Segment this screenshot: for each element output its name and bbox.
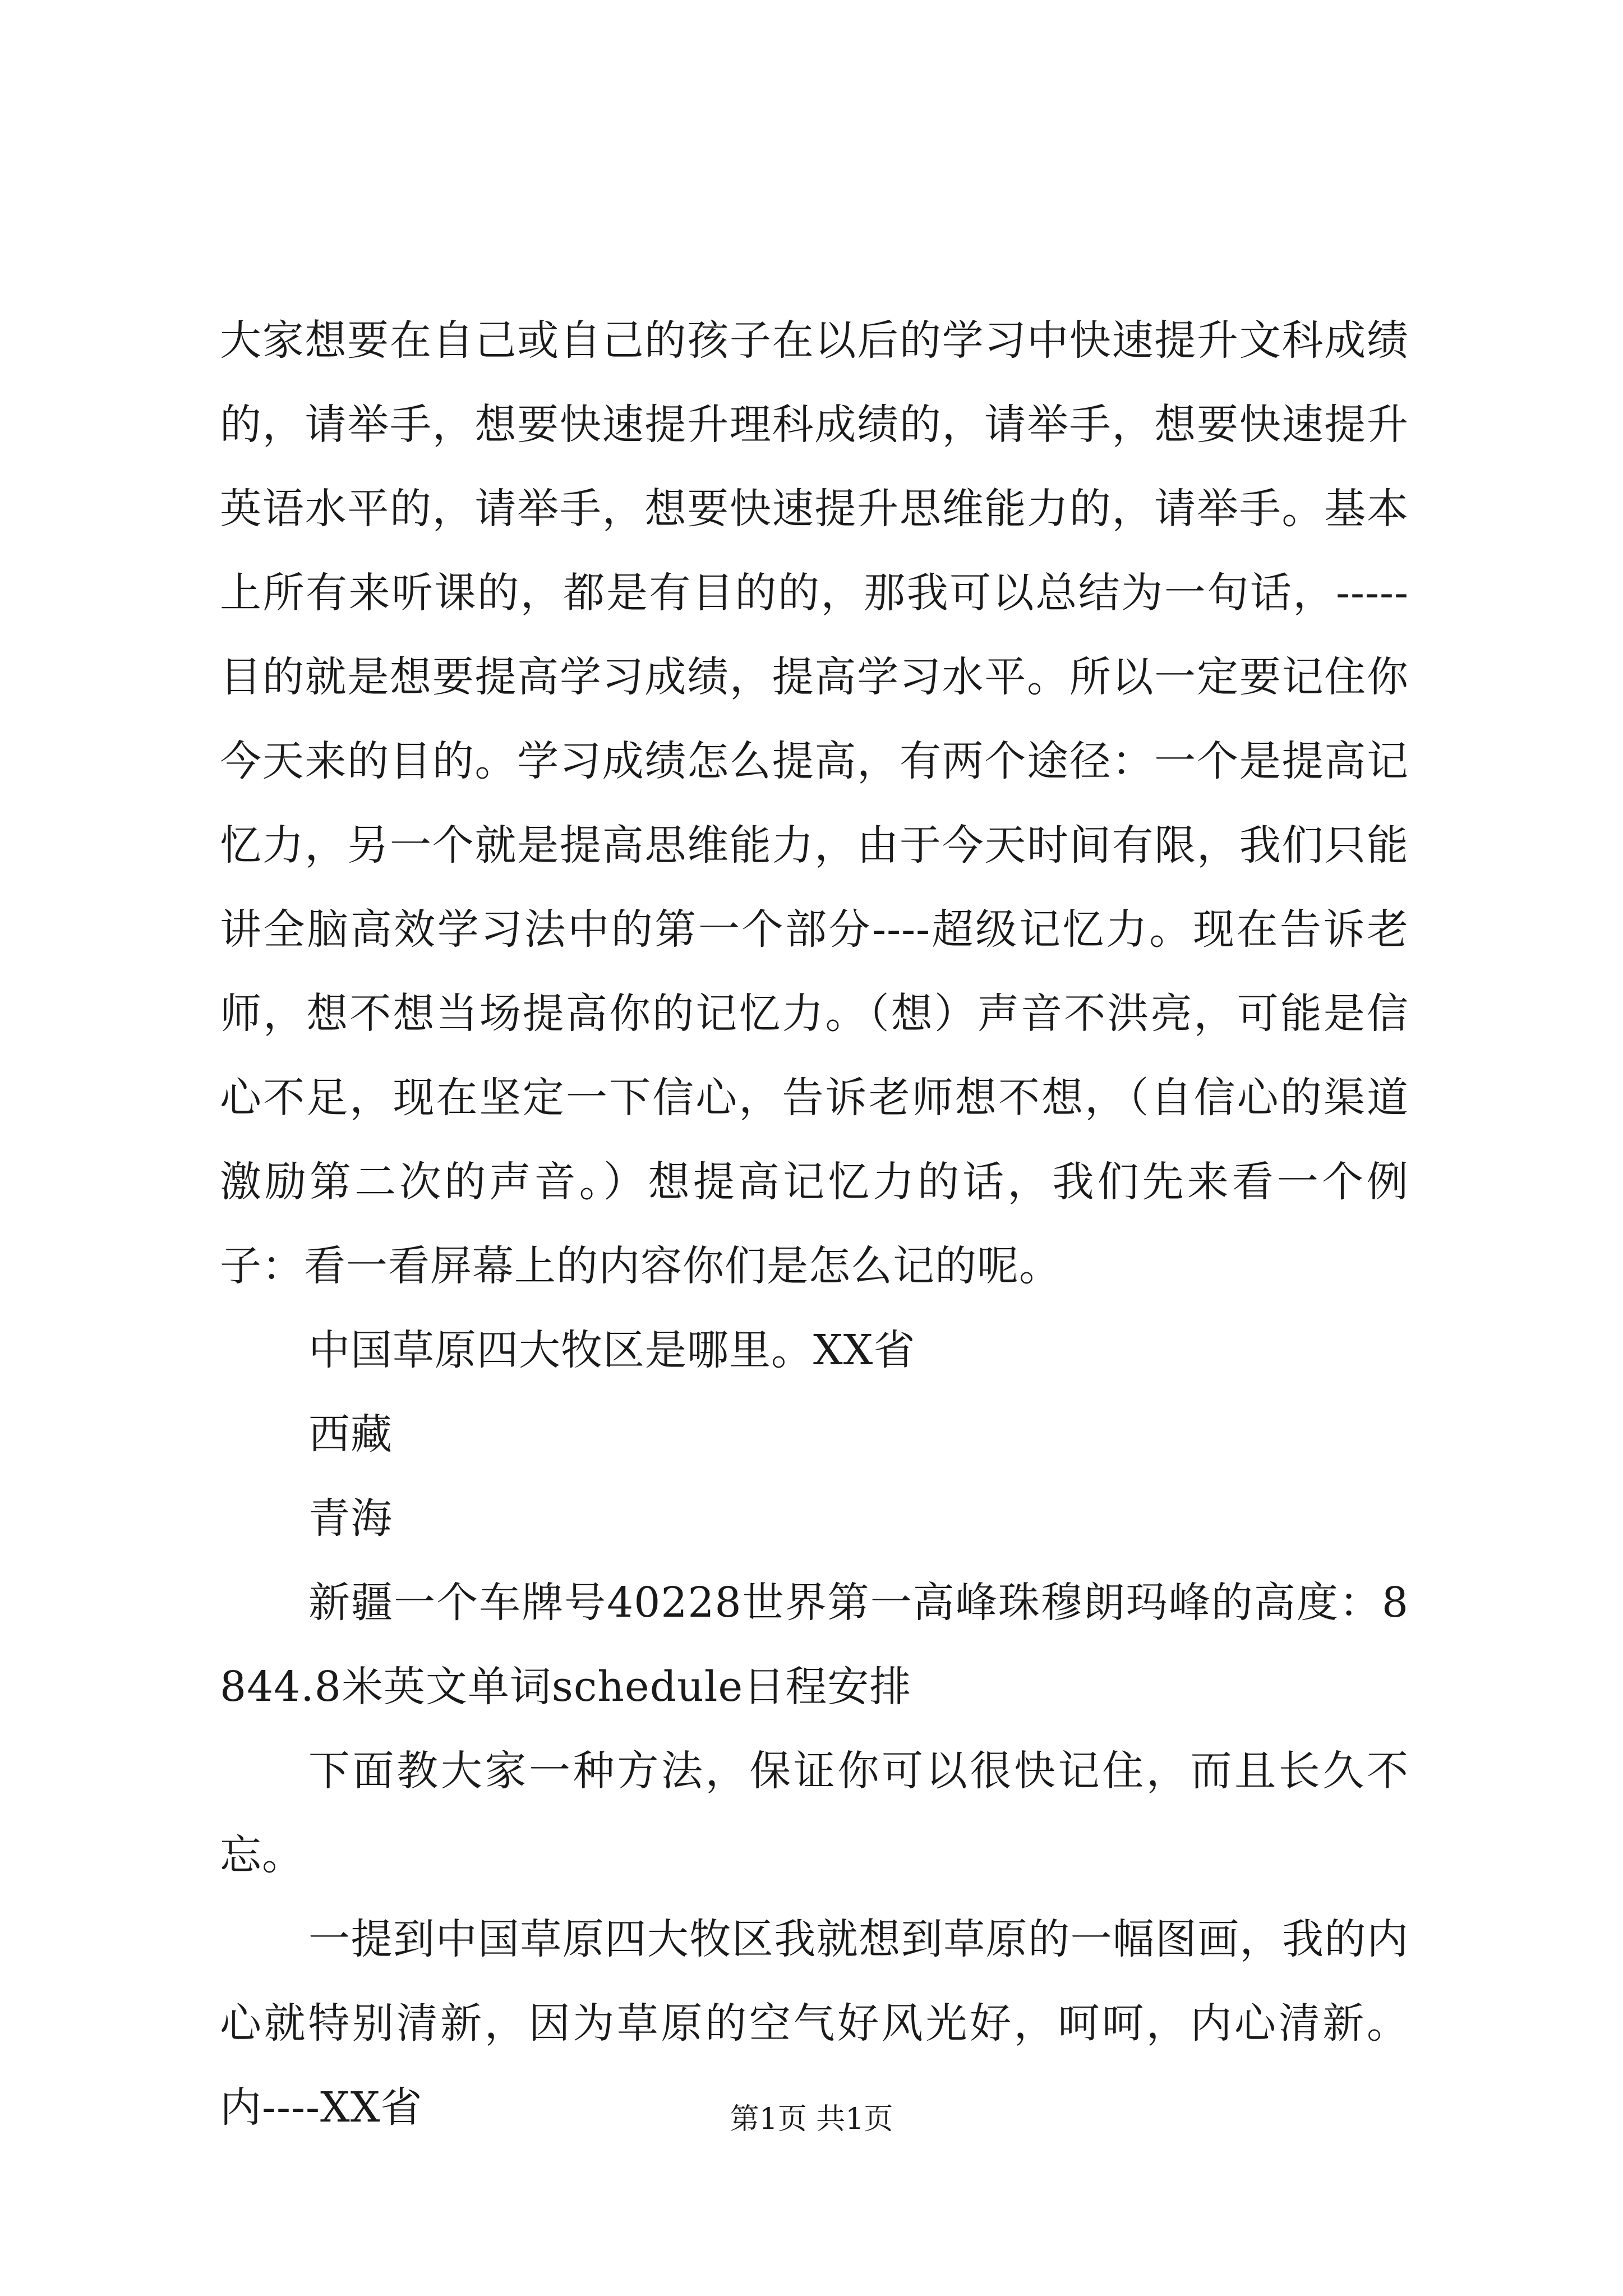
paragraph-tibet: 西藏 xyxy=(308,1410,393,1458)
paragraph-grassland-image: 一提到中国草原四大牧区我就想到草原的一幅图画，我的内心就特别清新，因为草原的空气好风光好，呵呵，内心清新。内----XX省 xyxy=(220,1915,1409,2132)
paragraph-method: 下面教大家一种方法，保证你可以很快记住，而且长久不忘。 xyxy=(220,1747,1409,1879)
paragraph-intro: 大家想要在自己或自己的孩子在以后的学习中快速提升文科成绩的，请举手，想要快速提升理科成绩的，请举手，想要快速提升英语水平的，请举手，想要快速提升思维能力的，请举手。基本上所有来听课的，都是有目的的，那我可以总结为一句话，-----目的就是想要提高学习成绩，提高学习水平。所以一定要记住你今天来的目的。学习成绩怎么提高，有两个途径：一个是提高记忆力，另一个就是提高思维能力，由于今天时间有限，我们只能讲全脑高效学习法中的第一个部分----超级记忆力。现在告诉老师，想不想当场提高你的记忆力。（想）声音不洪亮，可能是信心不足，现在坚定一下信心，告诉老师想不想，（自信心的渠道激励第二次的声音。）想提高记忆力的话，我们先来看一个例子：看一看屏幕上的内容你们是怎么记的呢。 xyxy=(220,316,1409,1290)
page-number-footer: 第1页 共1页 xyxy=(730,2102,893,2136)
paragraph-grassland-question: 中国草原四大牧区是哪里。XX省 xyxy=(308,1326,916,1374)
paragraph-qinghai: 青海 xyxy=(308,1494,393,1543)
document-body xyxy=(220,298,1409,2150)
paragraph-xinjiang-examples: 新疆一个车牌号40228世界第一高峰珠穆朗玛峰的高度：8844.8米英文单词schedule日程安排 xyxy=(220,1579,1409,1711)
